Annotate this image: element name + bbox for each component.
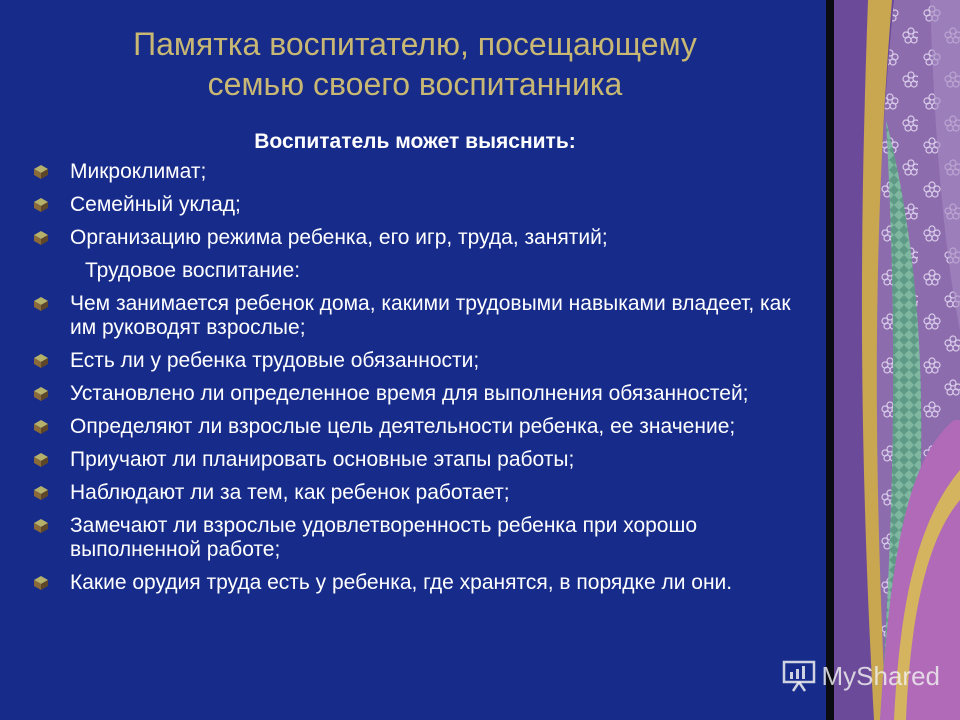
bullet-list xyxy=(32,160,812,604)
bronze-cube-bullet-icon xyxy=(34,576,48,590)
list-item-text: Замечают ли взрослые удовлетворенность ребенка при хорошо выполненной работе; xyxy=(70,514,698,561)
watermark-text: MyShared xyxy=(821,660,940,691)
bronze-cube-bullet-icon xyxy=(34,231,48,245)
bronze-cube-bullet-icon xyxy=(34,453,48,467)
bronze-cube-bullet-icon xyxy=(34,420,48,434)
title-line-2: семью своего воспитанника xyxy=(207,66,623,102)
list-item-text: Микроклимат; xyxy=(70,160,207,183)
decorative-drape-strip xyxy=(834,0,960,720)
list-item xyxy=(32,448,812,472)
list-item-text: Есть ли у ребенка трудовые обязанности; xyxy=(70,349,480,372)
list-item xyxy=(32,571,812,595)
title-line-1: Памятка воспитателю, посещающему xyxy=(133,26,697,62)
list-subheading-text: Трудовое воспитание: xyxy=(85,259,301,282)
presentation-board-icon xyxy=(782,660,816,692)
bronze-cube-bullet-icon xyxy=(34,297,48,311)
list-item-text: Установлено ли определенное время для выполнения обязанностей; xyxy=(70,382,749,405)
list-item xyxy=(32,292,812,340)
list-item-text: Определяют ли взрослые цель деятельности ребенка, ее значение; xyxy=(70,415,736,438)
bronze-cube-bullet-icon xyxy=(34,486,48,500)
list-item-text: Какие орудия труда есть у ребенка, где хранятся, в порядке ли они. xyxy=(70,571,733,594)
list-item-text: Семейный уклад; xyxy=(70,193,241,216)
list-item-text: Приучают ли планировать основные этапы работы; xyxy=(70,448,575,471)
slide-subtitle: Воспитатель может выяснить: xyxy=(254,130,576,153)
list-item xyxy=(32,415,812,439)
bronze-cube-bullet-icon xyxy=(34,198,48,212)
list-item xyxy=(32,193,812,217)
list-item xyxy=(32,226,812,250)
list-item xyxy=(32,481,812,505)
list-subheading xyxy=(32,259,812,283)
list-item-text: Организацию режима ребенка, его игр, труда, занятий; xyxy=(70,226,608,249)
panel-border xyxy=(826,0,834,720)
list-item xyxy=(32,514,812,562)
list-item xyxy=(32,349,812,373)
slide-title xyxy=(20,24,810,104)
watermark xyxy=(782,660,941,692)
bronze-cube-bullet-icon xyxy=(34,354,48,368)
list-item xyxy=(32,382,812,406)
bronze-cube-bullet-icon xyxy=(34,165,48,179)
bronze-cube-bullet-icon xyxy=(34,387,48,401)
list-item-text: Чем занимается ребенок дома, какими трудовыми навыками владеет, как им руководят взрослые; xyxy=(70,292,791,339)
list-item-text: Наблюдают ли за тем, как ребенок работает; xyxy=(70,481,510,504)
bronze-cube-bullet-icon xyxy=(34,519,48,533)
list-item xyxy=(32,160,812,184)
